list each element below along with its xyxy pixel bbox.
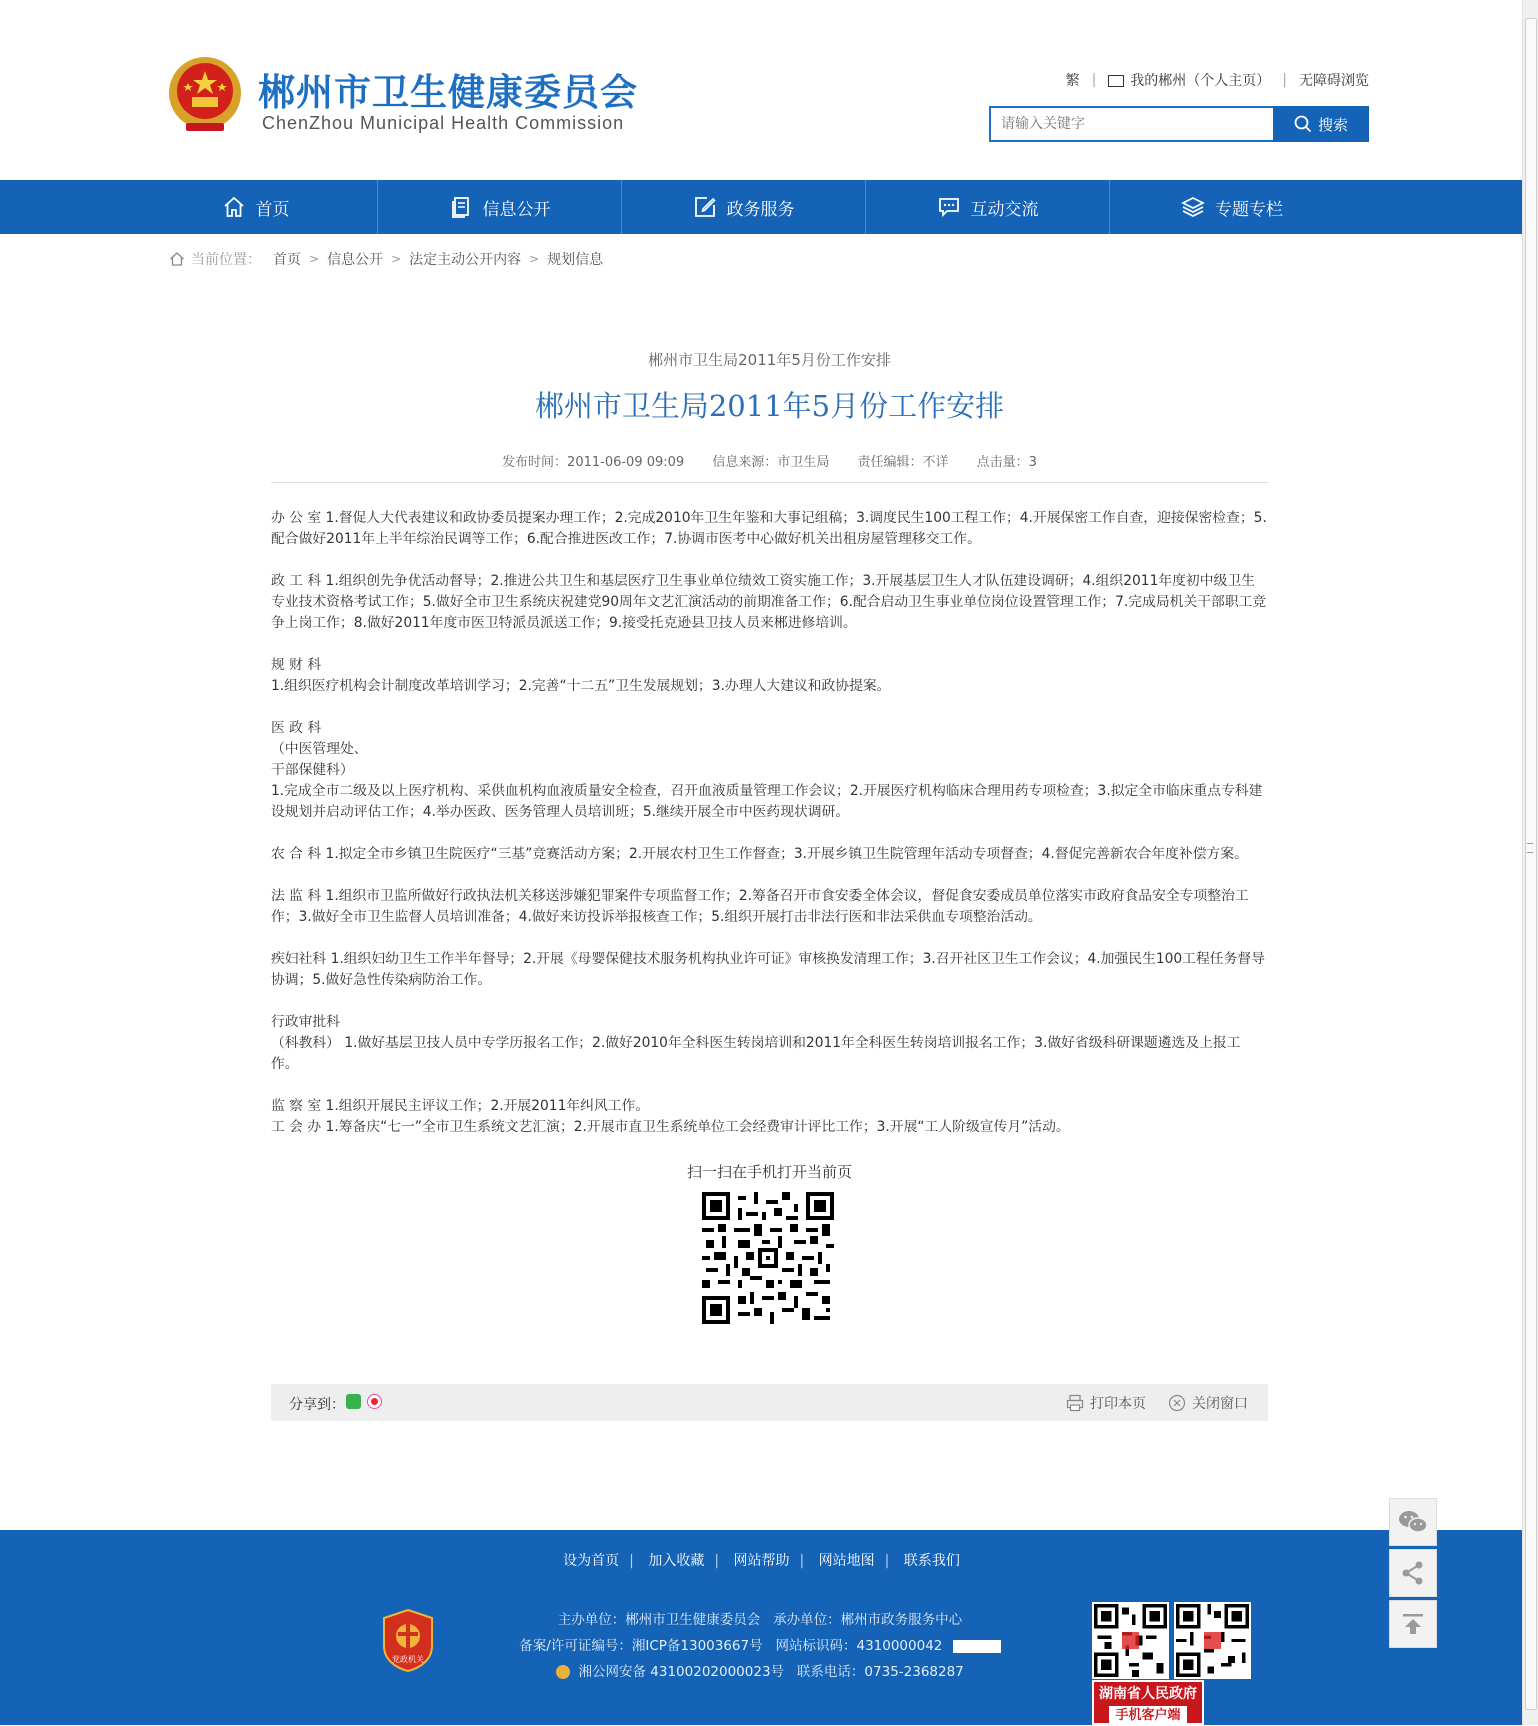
paragraph: 干部保健科） bbox=[271, 762, 354, 778]
back-to-top-icon bbox=[1400, 1611, 1426, 1637]
breadcrumb-statutory-content[interactable]: 法定主动公开内容 bbox=[409, 252, 522, 268]
site-id: 网站标识码：4310000042 bbox=[775, 1638, 943, 1654]
site-title: 郴州市卫生健康委员会 bbox=[258, 71, 638, 114]
main-nav bbox=[0, 180, 1523, 234]
site-subtitle: ChenZhou Municipal Health Commission bbox=[262, 113, 625, 133]
article-body bbox=[271, 508, 1268, 1138]
share-bar bbox=[271, 1384, 1268, 1421]
footer-police-line bbox=[440, 1660, 1080, 1680]
paragraph: 工 会 办 1.筹备庆“七一”全市卫生系统文艺汇演；2.开展市直卫生系统单位工会经费审计评比工作；3.开展“工人阶级宣传月”活动。 bbox=[271, 1119, 1070, 1135]
paragraph: 法 监 科 1.组织市卫监所做好行政执法机关移送涉嫌犯罪案件专项监督工作；2.筹备召开市食安委全体会议，督促食安委成员单位落实市政府食品安全专项整治工作；3.做好全市卫生监督人员培训准备；4.做好来访投诉举报核查工作；5.组织开展打击非法行医和非法采供血专项整治活动。 bbox=[271, 888, 1249, 925]
party-gov-badge-icon[interactable] bbox=[380, 1608, 436, 1672]
breadcrumb-planning-info[interactable]: 规划信息 bbox=[547, 252, 604, 268]
article-meta bbox=[271, 451, 1268, 470]
icp-number[interactable]: 备案/许可证编号：湘ICP备13003667号 bbox=[519, 1638, 763, 1654]
info-source: 信息来源：市卫生局 bbox=[712, 455, 830, 470]
search-box bbox=[989, 106, 1369, 142]
home-icon bbox=[169, 251, 185, 267]
nav-item-interaction[interactable] bbox=[866, 180, 1110, 234]
host-unit: 主办单位：郴州市卫生健康委员会 bbox=[557, 1612, 761, 1628]
cnzz-badge-icon[interactable] bbox=[953, 1640, 1001, 1653]
divider bbox=[271, 482, 1268, 483]
print-label: 打印本页 bbox=[1090, 1396, 1146, 1412]
add-favorite-link[interactable]: 加入收藏 bbox=[648, 1553, 705, 1569]
contact-us-link[interactable]: 联系我们 bbox=[903, 1553, 960, 1569]
nav-label: 政务服务 bbox=[726, 199, 795, 220]
qr-code-icon bbox=[1174, 1602, 1251, 1679]
close-window-button[interactable] bbox=[1168, 1393, 1248, 1413]
hit-count: 点击量：3 bbox=[976, 455, 1037, 470]
share-icon bbox=[1399, 1559, 1427, 1587]
breadcrumb-info-disclosure[interactable]: 信息公开 bbox=[327, 252, 384, 268]
paragraph: 1.组织医疗机构会计制度改革培训学习；2.完善“十二五”卫生发展规划；3.办理人大建议和政协提案。 bbox=[271, 678, 891, 694]
paragraph: 监 察 室 1.组织开展民主评议工作；2.开展2011年纠风工作。 bbox=[271, 1098, 650, 1114]
nav-label: 信息公开 bbox=[482, 199, 551, 220]
nav-label: 互动交流 bbox=[970, 199, 1039, 220]
paragraph: （中医管理处、 bbox=[271, 741, 368, 757]
article-subtitle: 郴州市卫生局2011年5月份工作安排 bbox=[648, 351, 891, 369]
qr-caption: 扫一扫在手机打开当前页 bbox=[686, 1163, 852, 1181]
search-icon bbox=[1294, 115, 1312, 133]
weibo-icon[interactable] bbox=[367, 1394, 382, 1409]
separator: | bbox=[1282, 72, 1287, 88]
footer bbox=[0, 1530, 1523, 1725]
national-emblem-icon bbox=[166, 53, 244, 137]
site-help-link[interactable]: 网站帮助 bbox=[733, 1553, 790, 1569]
vertical-scrollbar[interactable] bbox=[1522, 0, 1538, 1725]
wechat-icon[interactable] bbox=[346, 1394, 361, 1409]
print-button[interactable] bbox=[1066, 1393, 1146, 1413]
paragraph: 办 公 室 1.督促人大代表建议和政协委员提案办理工作；2.完成2010年卫生年鉴和大事记组稿；3.调度民生100工程工作；4.开展保密工作自查，迎接保密检查；5.配合做好2011年上半年综治民调等工作；6.配合推进医改工作；7.协调市医考中心做好机关出租房屋管理移交工作。 bbox=[271, 510, 1267, 547]
hunan-badge-sub: 手机客户端 bbox=[1109, 1706, 1186, 1726]
breadcrumb bbox=[169, 249, 603, 269]
search-input[interactable] bbox=[989, 106, 1283, 142]
search-button[interactable] bbox=[1273, 106, 1369, 142]
scrollbar-thumb[interactable] bbox=[1525, 18, 1537, 1710]
side-share-button[interactable] bbox=[1389, 1549, 1437, 1597]
edit-icon bbox=[693, 195, 717, 219]
top-links bbox=[1066, 70, 1369, 90]
publish-time: 发布时间：2011-06-09 09:09 bbox=[502, 455, 685, 470]
monitor-icon bbox=[1108, 75, 1124, 87]
search-button-label: 搜索 bbox=[1317, 115, 1348, 134]
traditional-chinese-link[interactable]: 繁 bbox=[1065, 73, 1080, 89]
chevron-right-icon: > bbox=[529, 252, 540, 266]
nav-label: 首页 bbox=[255, 199, 290, 220]
footer-icp-line bbox=[440, 1634, 1080, 1654]
set-homepage-link[interactable]: 设为首页 bbox=[563, 1553, 620, 1569]
paragraph: 医 政 科 bbox=[271, 720, 322, 736]
nav-label: 专题专栏 bbox=[1215, 199, 1283, 220]
footer-host-line bbox=[440, 1608, 1080, 1628]
side-wechat-button[interactable] bbox=[1389, 1498, 1437, 1546]
paragraph: 规 财 科 bbox=[271, 657, 322, 673]
accessible-browse-link[interactable]: 无障碍浏览 bbox=[1299, 73, 1369, 89]
police-record[interactable]: 湘公网安备 43100202000023号 bbox=[578, 1664, 785, 1680]
side-back-to-top-button[interactable] bbox=[1389, 1600, 1437, 1648]
close-label: 关闭窗口 bbox=[1192, 1396, 1248, 1412]
home-icon bbox=[222, 195, 246, 219]
undertake-unit: 承办单位：郴州市政务服务中心 bbox=[773, 1612, 963, 1628]
close-icon bbox=[1168, 1394, 1186, 1412]
wechat-icon bbox=[1398, 1509, 1428, 1535]
hunan-badge-title: 湖南省人民政府 bbox=[1099, 1686, 1197, 1702]
party-badge-text: 党政机关 bbox=[392, 1655, 424, 1664]
breadcrumb-label: 当前位置： bbox=[191, 252, 261, 268]
layers-icon bbox=[1181, 195, 1205, 219]
nav-item-gov-service[interactable] bbox=[622, 180, 866, 234]
chat-icon bbox=[937, 195, 961, 219]
qr-code-icon bbox=[1092, 1602, 1169, 1679]
nav-item-home[interactable] bbox=[134, 180, 378, 234]
chevron-right-icon: > bbox=[309, 252, 320, 266]
paragraph: 疾妇社科 1.组织妇幼卫生工作半年督导；2.开展《母婴保健技术服务机构执业许可证》审核换发清理工作；3.召开社区卫生工作会议；4.加强民生100工程任务督导协调；5.做好急性传染病防治工作。 bbox=[271, 951, 1265, 988]
printer-icon bbox=[1066, 1394, 1084, 1412]
scrollbar-grip bbox=[1527, 843, 1533, 853]
paragraph: （科教科） 1.做好基层卫技人员中专学历报名工作；2.做好2010年全科医生转岗培训和2011年全科医生转岗培训报名工作；3.做好省级科研课题遴选及上报工作。 bbox=[271, 1035, 1241, 1072]
chevron-right-icon: > bbox=[391, 252, 402, 266]
editor: 责任编辑：不详 bbox=[857, 455, 949, 470]
police-badge-icon bbox=[556, 1665, 570, 1679]
contact-phone: 联系电话：0735-2368287 bbox=[796, 1664, 964, 1680]
personal-homepage-link[interactable]: 我的郴州（个人主页） bbox=[1130, 73, 1271, 89]
paragraph: 政 工 科 1.组织创先争优活动督导；2.推进公共卫生和基层医疗卫生事业单位绩效工资实施工作；3.开展基层卫生人才队伍建设调研；4.组织2011年度初中级卫生专业技术资格考试工作；5.做好全市卫生系统庆祝建党90周年文艺汇演活动的前期准备工作；6.配合启动卫生事业单位岗位设置管理工作；7.完成局机关干部职工竞争上岗工作；8.做好2011年度市医卫特派员派送工作；9.接受托克逊县卫技人员来郴进修培训。 bbox=[271, 573, 1267, 631]
share-label: 分享到： bbox=[289, 1397, 345, 1413]
nav-item-special-topics[interactable] bbox=[1110, 180, 1354, 234]
qr-code-icon bbox=[702, 1192, 834, 1324]
separator: | bbox=[1091, 72, 1097, 88]
hunan-gov-app-badge[interactable] bbox=[1092, 1680, 1204, 1725]
nav-item-info-disclosure[interactable] bbox=[378, 180, 622, 234]
article-title: 郴州市卫生局2011年5月份工作安排 bbox=[534, 389, 1005, 423]
paragraph: 1.完成全市二级及以上医疗机构、采供血机构血液质量安全检查，召开血液质量管理工作会议；2.开展医疗机构临床合理用药专项检查；3.拟定全市临床重点专科建设规划并启动评估工作；4.举办医政、医务管理人员培训班；5.继续开展全市中医药现状调研。 bbox=[271, 783, 1263, 820]
site-map-link[interactable]: 网站地图 bbox=[818, 1553, 875, 1569]
breadcrumb-home[interactable]: 首页 bbox=[273, 252, 301, 268]
paragraph: 农 合 科 1.拟定全市乡镇卫生院医疗“三基”竞赛活动方案；2.开展农村卫生工作督查；3.开展乡镇卫生院管理年活动专项督查；4.督促完善新农合年度补偿方案。 bbox=[271, 846, 1248, 862]
paragraph: 行政审批科 bbox=[271, 1014, 340, 1030]
document-icon bbox=[449, 195, 473, 219]
footer-links: 设为首页 | 加入收藏 | 网站帮助 | 网站地图 | 联系我们 bbox=[563, 1553, 960, 1569]
